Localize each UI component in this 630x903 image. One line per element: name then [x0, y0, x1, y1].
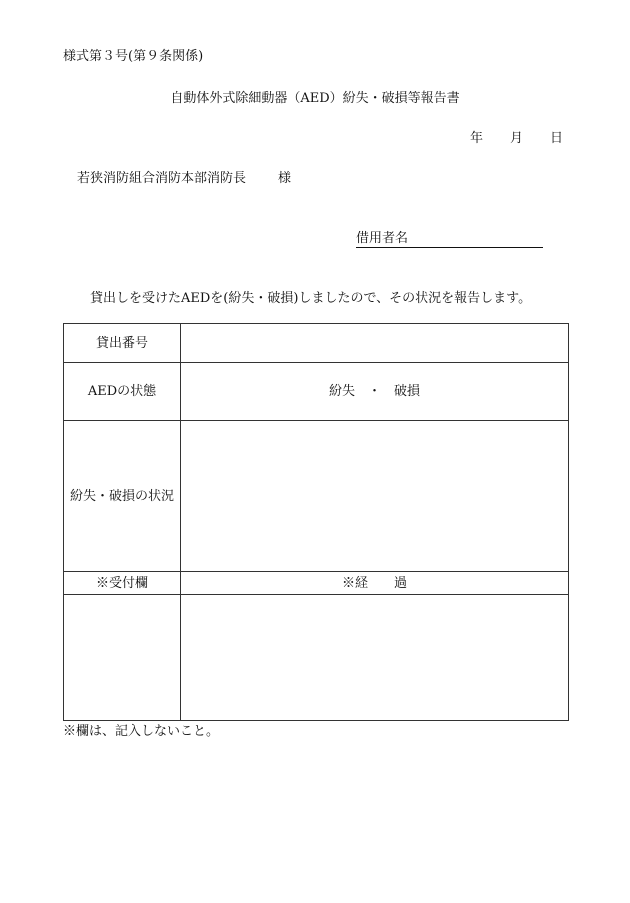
table-row [64, 324, 569, 363]
situation-label: 紛失・破損の状況 [64, 421, 181, 572]
reception-cell [64, 595, 181, 721]
reception-label: ※受付欄 [64, 572, 181, 595]
situation-value [181, 421, 569, 572]
table-row [64, 595, 569, 721]
table-row [64, 572, 569, 595]
footnote: ※欄は、記入しないこと。 [63, 724, 220, 739]
progress-cell [181, 595, 569, 721]
loan-number-label: 貸出番号 [64, 324, 181, 363]
date-day-label: 日 [550, 131, 564, 146]
aed-status-value: 紛失 ・ 破損 [181, 363, 569, 421]
aed-status-label: AEDの状態 [64, 363, 181, 421]
progress-label: ※経 過 [181, 572, 569, 595]
borrower-name-field [356, 232, 543, 248]
intro-statement: 貸出しを受けたAEDを(紛失・破損)しましたので、その状況を報告します。 [90, 291, 532, 306]
table-row [64, 363, 569, 421]
date-month-label: 月 [510, 131, 524, 146]
report-table [63, 323, 569, 721]
document-title: 自動体外式除細動器（AED）紛失・破損等報告書 [170, 91, 460, 106]
table-row [64, 421, 569, 572]
date-line [470, 132, 563, 145]
date-year-label: 年 [470, 131, 484, 146]
borrower-name-label: 借用者名 [356, 231, 409, 246]
form-number: 様式第３号(第９条関係) [63, 49, 204, 64]
addressee: 若狭消防組合消防本部消防長 [77, 171, 247, 186]
addressee-honorific: 様 [278, 171, 292, 186]
loan-number-value [181, 324, 569, 363]
